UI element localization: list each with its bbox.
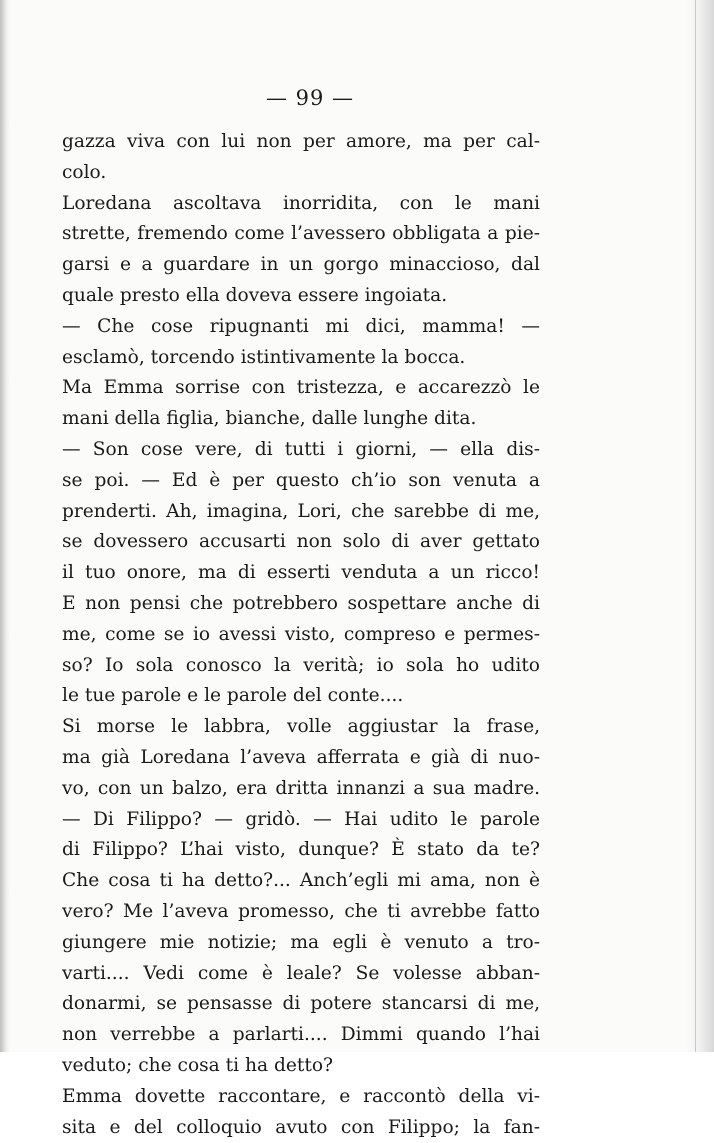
text-line: esclamò, torcendo istintivamente la bocca.: [62, 343, 540, 374]
text-line: — Che cose ripugnanti mi dici, mamma! —: [62, 312, 540, 343]
text-line: Che cosa ti ha detto?... Anch’egli mi ama, non è: [62, 866, 540, 897]
text-line: le tue parole e le parole del conte....: [62, 681, 540, 712]
text-line: donarmi, se pensasse di potere stancarsi di me,: [62, 989, 540, 1020]
text-line: quale presto ella doveva essere ingoiata.: [62, 281, 540, 312]
text-line: — Di Filippo? — gridò. — Hai udito le parole: [62, 805, 540, 836]
text-line: se dovessero accusarti non solo di aver gettato: [62, 527, 540, 558]
text-line: strette, fremendo come l’avessero obbligata a pie-: [62, 219, 540, 250]
page-edge-left: [0, 0, 10, 1052]
page-edge-fold: [695, 0, 696, 1052]
text-line: se poi. — Ed è per questo ch’io son venuta a: [62, 466, 540, 497]
page-edge-right: [686, 0, 714, 1052]
text-line: varti.... Vedi come è leale? Se volesse abban-: [62, 959, 540, 990]
text-line: Ma Emma sorrise con tristezza, e accarezzò le: [62, 373, 540, 404]
text-line: Loredana ascoltava inorridita, con le mani: [62, 189, 540, 220]
text-line: — Son cose vere, di tutti i giorni, — ella dis-: [62, 435, 540, 466]
text-line: gazza viva con lui non per amore, ma per cal-: [62, 127, 540, 158]
text-line: Si morse le labbra, volle aggiustar la frase,: [62, 712, 540, 743]
body-text: [62, 127, 540, 1143]
text-line: vo, con un balzo, era dritta innanzi a sua madre.: [62, 774, 540, 805]
text-line: prenderti. Ah, imagina, Lori, che sarebbe di me,: [62, 497, 540, 528]
text-line: garsi e a guardare in un gorgo minaccioso, dal: [62, 250, 540, 281]
page-number: — 99 —: [0, 86, 620, 110]
text-line: mani della figlia, bianche, dalle lunghe dita.: [62, 404, 540, 435]
text-line: il tuo onore, ma di esserti venduta a un ricco!: [62, 558, 540, 589]
text-line: non verrebbe a parlarti.... Dimmi quando l’hai: [62, 1020, 540, 1051]
text-line: Emma dovette raccontare, e raccontò della vi-: [62, 1082, 540, 1113]
text-line: colo.: [62, 158, 540, 189]
text-line: vero? Me l’aveva promesso, che ti avrebbe fatto: [62, 897, 540, 928]
text-line: sita e del colloquio avuto con Filippo; la fan-: [62, 1113, 540, 1143]
text-line: so? Io sola conosco la verità; io sola ho udito: [62, 651, 540, 682]
text-line: giungere mie notizie; ma egli è venuto a tro-: [62, 928, 540, 959]
text-line: di Filippo? L’hai visto, dunque? È stato da te?: [62, 835, 540, 866]
text-line: ma già Loredana l’aveva afferrata e già di nuo-: [62, 743, 540, 774]
text-line: me, come se io avessi visto, compreso e permes-: [62, 620, 540, 651]
text-line: veduto; che cosa ti ha detto?: [62, 1051, 540, 1082]
text-line: E non pensi che potrebbero sospettare anche di: [62, 589, 540, 620]
